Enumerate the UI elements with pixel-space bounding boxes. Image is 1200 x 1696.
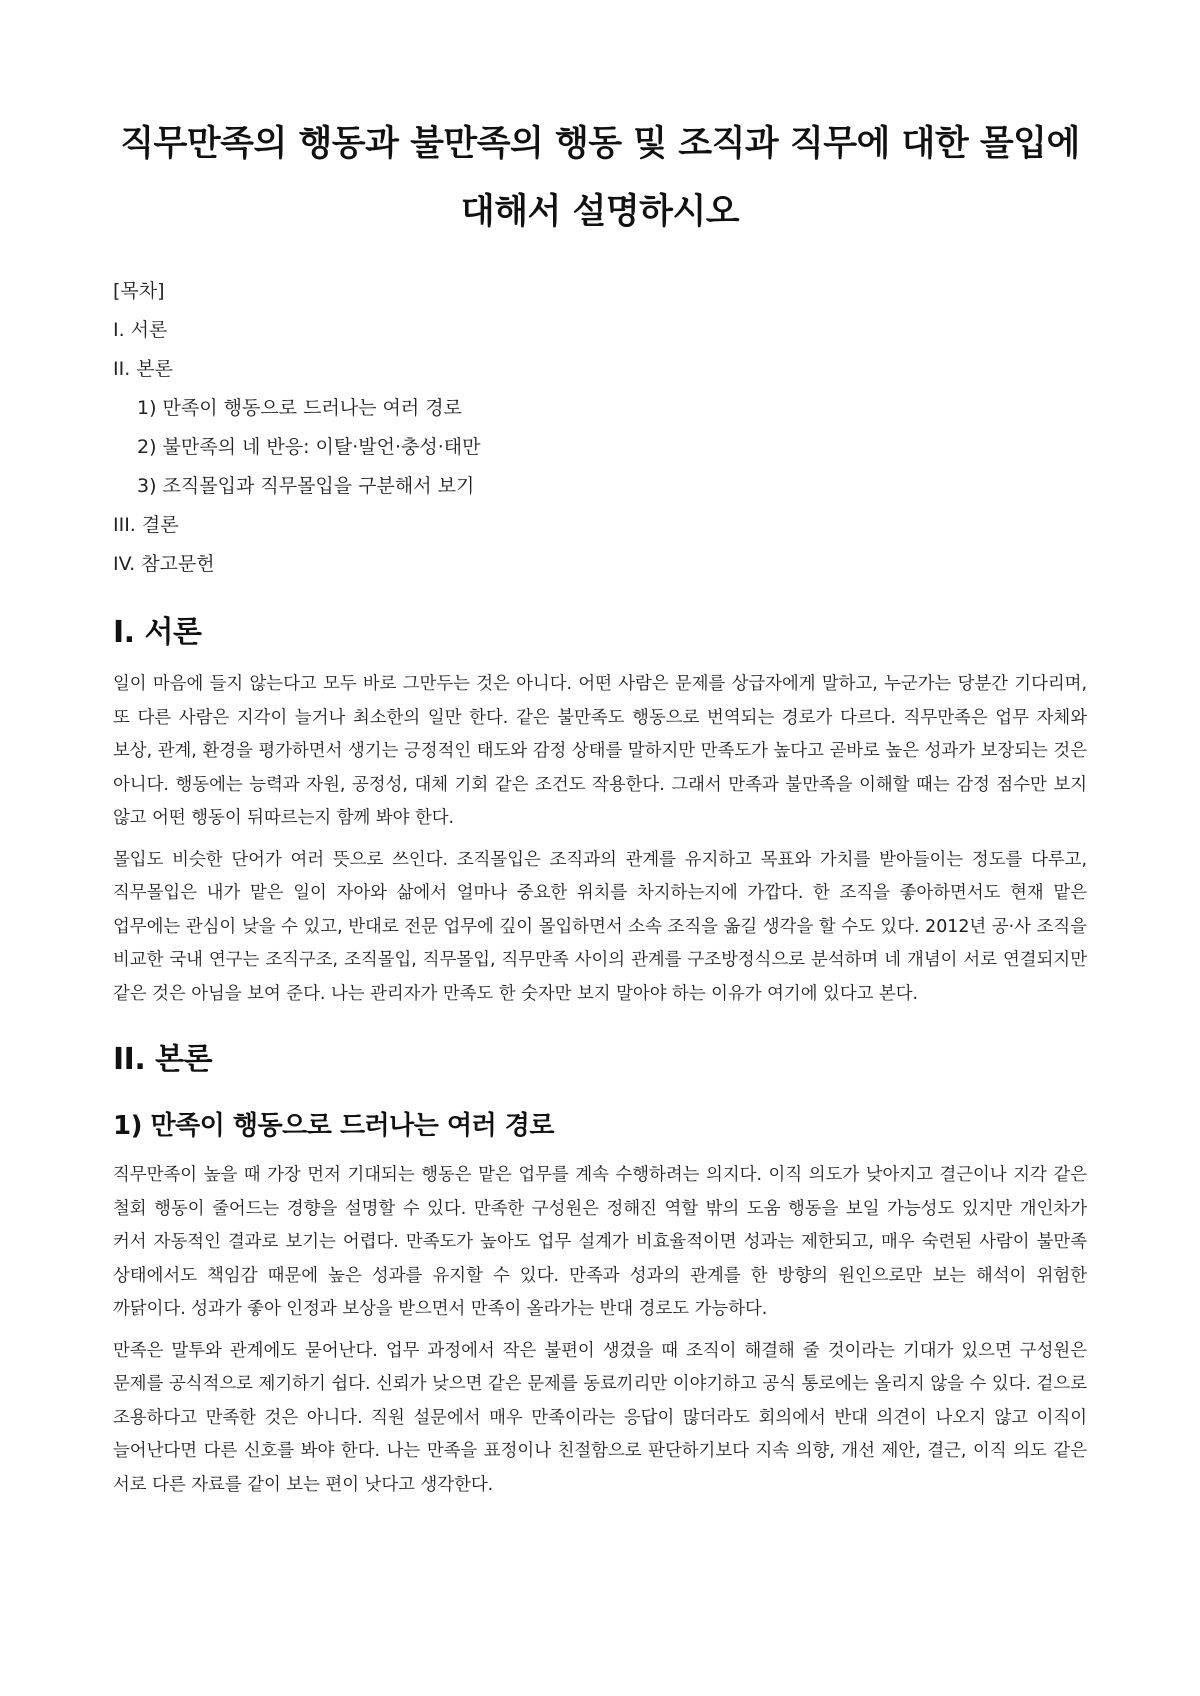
toc-item-commitment: 3) 조직몰입과 직무몰입을 구분해서 보기 xyxy=(137,475,475,497)
toc-item-satisfaction-behavior: 1) 만족이 행동으로 드러나는 여러 경로 xyxy=(137,397,463,419)
toc-item-conclusion: III. 결론 xyxy=(113,514,179,536)
toc-heading: [목차] xyxy=(113,280,165,302)
section-heading-introduction: I. 서론 xyxy=(113,615,202,650)
intro-paragraph-1: 일이 마음에 들지 않는다고 모두 바로 그만두는 것은 아니다. 어떤 사람은 문제를 상급자에게 말하고, 누군가는 당분간 기다리며, 또 다른 사람은 지각이 늘거나 최소한의 일만 한다. 같은 불만족도 행동으로 번역되는 경로가 다르다. 직무만족은 업무 자체와 보상, 관계, 환경을 평가하면서 생기는 긍정적인 태도와 감정 상태를 말하지만 만족도가 높다고 곧바로 높은 성과가 보장되는 것은 아니다. 행동에는 능력과 자원, 공정성, 대체 기회 같은 조건도 작용한다. 그래서 만족과 불만족을 이해할 때는 감정 점수만 보지 않고 어떤 행동이 뒤따르는지 함께 봐야 한다. xyxy=(113,674,1087,828)
section-heading-main-body: II. 본론 xyxy=(113,1042,213,1077)
body-paragraph-2: 만족은 말투와 관계에도 묻어난다. 업무 과정에서 작은 불편이 생겼을 때 조직이 해결해 줄 것이라는 기대가 있으면 구성원은 문제를 공식적으로 제기하기 쉽다. 신뢰가 낮으면 같은 문제를 동료끼리만 이야기하고 공식 통로에는 올리지 않을 수 있다. 겉으로 조용하다고 만족한 것은 아니다. 직원 설문에서 매우 만족이라는 응답이 많더라도 회의에서 반대 의견이 나오지 않고 이직이 늘어난다면 다른 신호를 봐야 한다. 나는 만족을 표정이나 친절함으로 판단하기보다 지속 의향, 개선 제안, 결근, 이직 의도 같은 서로 다른 자료를 같이 보는 편이 낫다고 생각한다. xyxy=(113,1340,1087,1495)
toc-item-dissatisfaction-responses: 2) 불만족의 네 반응: 이탈·발언·충성·태만 xyxy=(137,436,481,458)
table-of-contents xyxy=(113,272,1087,584)
document-title: 직무만족의 행동과 불만족의 행동 및 조직과 직무에 대한 몰입에 대해서 설명하시오 xyxy=(120,124,1080,232)
body-paragraph-1: 직무만족이 높을 때 가장 먼저 기대되는 행동은 맡은 업무를 계속 수행하려는 의지다. 이직 의도가 낮아지고 결근이나 지각 같은 철회 행동이 줄어드는 경향을 설명할 수 있다. 만족한 구성원은 정해진 역할 밖의 도움 행동을 보일 가능성도 있지만 개인차가 커서 자동적인 결과로 보기는 어렵다. 만족도가 높아도 업무 설계가 비효율적이면 성과는 제한되고, 매우 숙련된 사람이 불만족 상태에서도 책임감 때문에 높은 성과를 유지할 수 있다. 만족과 성과의 관계를 한 방향의 원인으로만 보는 해석이 위험한 까닭이다. 성과가 좋아 인정과 보상을 받으면서 만족이 올라가는 반대 경로도 가능하다. xyxy=(113,1165,1087,1319)
subsection-heading-satisfaction-behavior: 1) 만족이 행동으로 드러나는 여러 경로 xyxy=(113,1111,554,1141)
intro-paragraph-2: 몰입도 비슷한 단어가 여러 뜻으로 쓰인다. 조직몰입은 조직과의 관계를 유지하고 목표와 가치를 받아들이는 정도를 다루고, 직무몰입은 내가 맡은 일이 자아와 삶에서 얼마나 중요한 위치를 차지하는지에 가깝다. 한 조직을 좋아하면서도 현재 맡은 업무에는 관심이 낮을 수 있고, 반대로 전문 업무에 깊이 몰입하면서 소속 조직을 옮길 생각을 할 수도 있다. 2012년 공·사 조직을 비교한 국내 연구는 조직구조, 조직몰입, 직무몰입, 직무만족 사이의 관계를 구조방정식으로 분석하며 네 개념이 서로 연결되지만 같은 것은 아님을 보여 준다. 나는 관리자가 만족도 한 숫자만 보지 말아야 하는 이유가 여기에 있다고 본다. xyxy=(113,849,1087,1004)
toc-item-references: IV. 참고문헌 xyxy=(113,553,215,575)
toc-item-introduction: I. 서론 xyxy=(113,319,168,341)
toc-item-main-body: II. 본론 xyxy=(113,358,173,380)
